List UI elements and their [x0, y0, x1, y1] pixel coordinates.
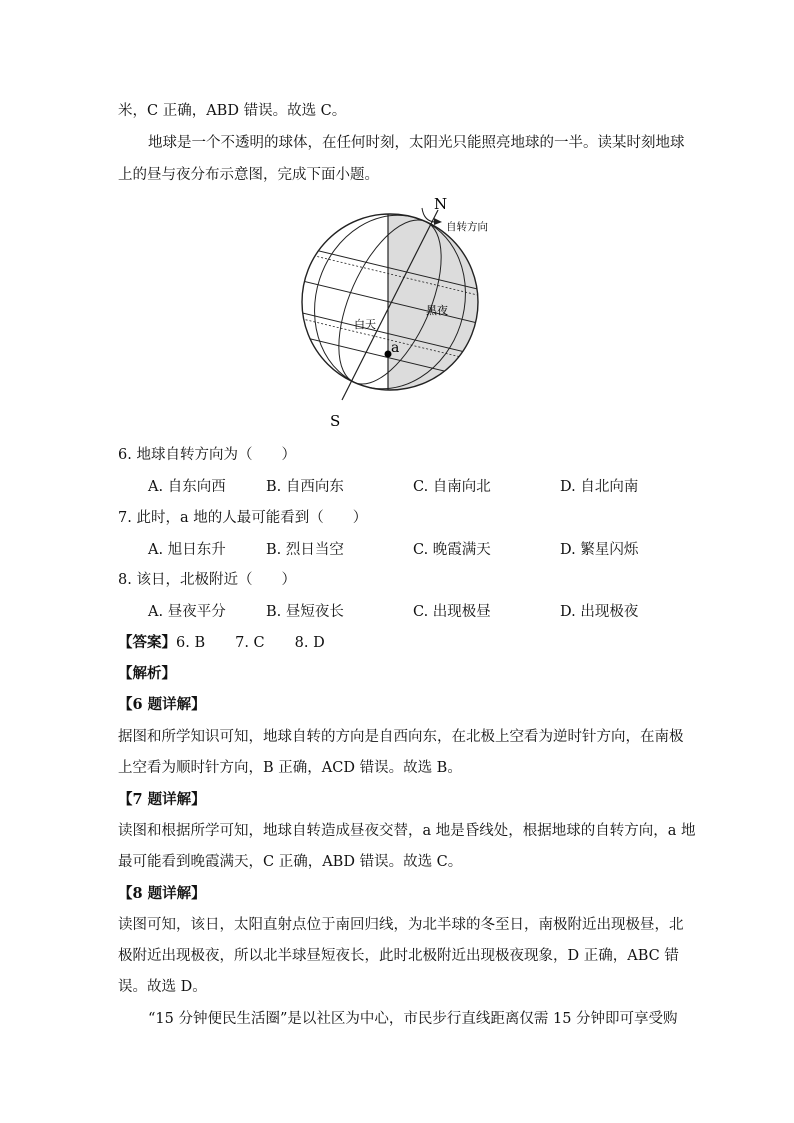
q7-option-a[interactable]: A. 旭日东升	[148, 542, 226, 558]
label-s: S	[330, 412, 341, 430]
q7-option-d[interactable]: D. 繁星闪烁	[560, 542, 639, 558]
q8-option-b[interactable]: B. 昼短夜长	[266, 604, 344, 620]
rotation-arrow-head	[434, 218, 442, 225]
q6-option-c[interactable]: C. 自南向北	[413, 479, 491, 495]
detail-6-line-2: 上空看为顺时针方向，B 正确，ACD 错误。故选 B。	[118, 760, 462, 776]
q7-option-c[interactable]: C. 晚霞满天	[413, 542, 491, 558]
label-night: 黑夜	[426, 304, 448, 317]
question-6-stem: 6. 地球自转方向为（ ）	[118, 447, 296, 463]
label-n: N	[434, 195, 448, 213]
q8-option-d[interactable]: D. 出现极夜	[560, 604, 639, 620]
detail-6-title: 【6 题详解】	[118, 696, 206, 713]
detail-6-line-1: 据图和所学知识可知，地球自转的方向是自西向东，在北极上空看为逆时针方向，在南极	[118, 729, 684, 745]
answer-line	[118, 633, 325, 653]
answer-item: 7. C	[235, 635, 265, 651]
detail-8-title: 【8 题详解】	[118, 885, 206, 902]
answer-label: 【答案】	[118, 634, 176, 651]
detail-7-line-1: 读图和根据所学可知，地球自转造成昼夜交替，a 地是昏线处，根据地球的自转方向，a 地	[118, 823, 696, 839]
stem-line-2: 上的昼与夜分布示意图，完成下面小题。	[118, 167, 379, 183]
answer-item: 8. D	[294, 635, 325, 651]
label-day: 白天	[354, 318, 376, 331]
detail-8-line-1: 读图可知，该日，太阳直射点位于南回归线，为北半球的冬至日，南极附近出现极昼，北	[118, 917, 684, 933]
q6-option-b[interactable]: B. 自西向东	[266, 479, 344, 495]
q6-option-a[interactable]: A. 自东向西	[148, 479, 226, 495]
earth-day-night-diagram	[290, 192, 510, 432]
label-a: a	[391, 340, 400, 356]
question-7-stem: 7. 此时，a 地的人最可能看到（ ）	[118, 510, 368, 526]
next-paragraph: “15 分钟便民生活圈”是以社区为中心，市民步行直线距离仅需 15 分钟即可享受购	[148, 1011, 678, 1027]
q8-option-c[interactable]: C. 出现极昼	[413, 604, 491, 620]
analysis-label: 【解析】	[118, 665, 176, 682]
q7-option-b[interactable]: B. 烈日当空	[266, 542, 344, 558]
label-rotation: 自转方向	[446, 221, 488, 233]
q8-option-a[interactable]: A. 昼夜平分	[148, 604, 226, 620]
detail-7-title: 【7 题详解】	[118, 791, 206, 808]
q6-option-d[interactable]: D. 自北向南	[560, 479, 639, 495]
answer-item: 6. B	[176, 635, 206, 651]
stem-line-1: 地球是一个不透明的球体，在任何时刻，太阳光只能照亮地球的一半。读某时刻地球	[148, 135, 685, 151]
detail-8-line-3: 误。故选 D。	[118, 979, 207, 995]
night-region	[388, 212, 488, 392]
detail-8-line-2: 极附近出现极夜，所以北半球昼短夜长，此时北极附近出现极夜现象，D 正确，ABC 错	[118, 948, 679, 964]
question-8-stem: 8. 该日，北极附近（ ）	[118, 572, 296, 588]
detail-7-line-2: 最可能看到晚霞满天，C 正确，ABD 错误。故选 C。	[118, 854, 463, 870]
intro-tail: 米，C 正确，ABD 错误。故选 C。	[118, 103, 347, 119]
